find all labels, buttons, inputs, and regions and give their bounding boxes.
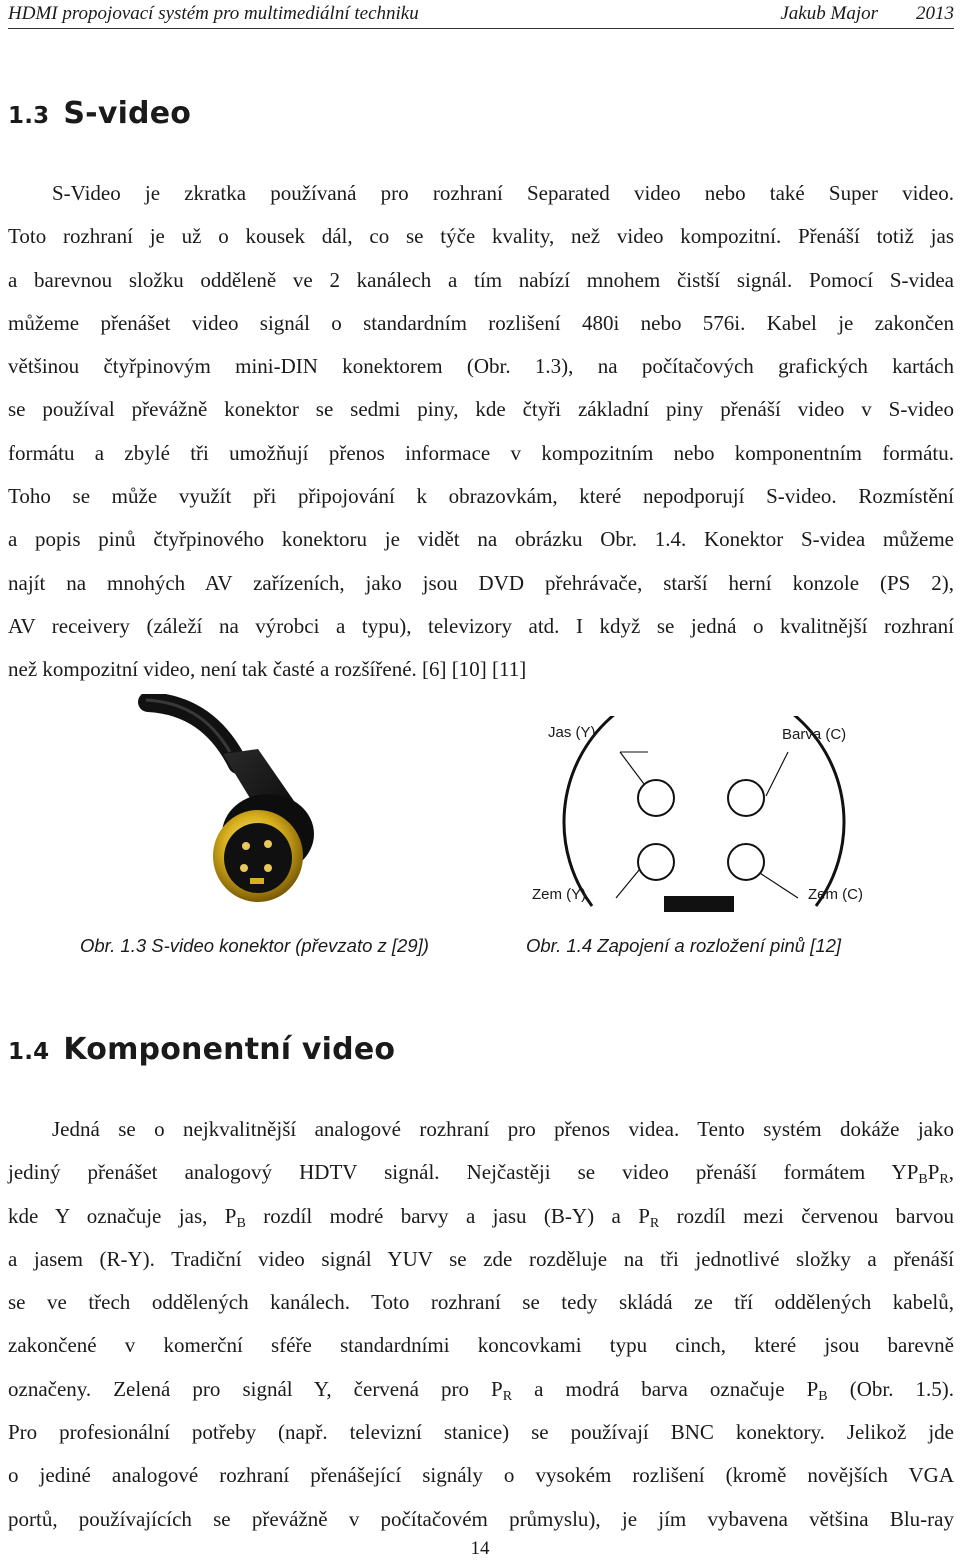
connector-key <box>664 896 734 912</box>
section-number: 1.4 <box>8 1039 50 1065</box>
text-line <box>8 1151 954 1194</box>
text-segment: zakončené v komerční sféře standardními koncovkami typu cinch, které jsou barevně <box>8 1333 954 1358</box>
text-segment: kde Y označuje jas, P <box>8 1203 237 1228</box>
text-segment: se ve třech oddělených kanálech. Toto rozhraní se tedy skládá ze tří oddělených kabelů, <box>8 1290 954 1315</box>
text-line <box>8 1498 954 1541</box>
header-title: HDMI propojovací systém pro multimediální techniku <box>8 3 419 24</box>
pin-label-jas: Jas (Y) <box>548 724 596 741</box>
text-line <box>8 1108 954 1151</box>
text-line <box>8 1411 954 1454</box>
subscript: R <box>649 1215 660 1231</box>
header-author: Jakub Major <box>780 3 878 24</box>
subscript: B <box>818 1388 828 1404</box>
text-segment: Jedná se o nejkvalitnější analogové rozhraní pro přenos videa. Tento systém dokáže jako <box>52 1117 954 1141</box>
text-line: najít na mnohých AV zařízeních, jako jsou DVD přehrávače, starší herní konzole (PS 2), <box>8 570 954 595</box>
figure-1-3-caption: Obr. 1.3 S-video konektor (převzato z [29]) <box>80 935 429 956</box>
section-number: 1.3 <box>8 103 50 129</box>
figure-1-4-caption: Obr. 1.4 Zapojení a rozložení pinů [12] <box>526 935 842 956</box>
text-line: než kompozitní video, není tak časté a rozšířené. [6] [10] [11] <box>8 657 527 682</box>
page-number: 14 <box>470 1538 490 1559</box>
text-line: AV receivery (záleží na výrobci a typu), televizory atd. I když se jedná o kvalitnější rozhraní <box>8 613 954 638</box>
text-segment: Pro profesionální potřeby (např. televizní stanice) se používají BNC konektory. Jelikož jde <box>8 1420 954 1445</box>
paragraph-s-video <box>8 172 954 692</box>
text-segment: o jediné analogové rozhraní přenášející signály o vysokém rozlišení (kromě novějších VGA <box>8 1463 954 1488</box>
text-segment: označeny. Zelená pro signál Y, červená pro P <box>8 1376 503 1401</box>
s-video-connector-image <box>128 694 368 924</box>
section-heading-1-4 <box>8 1032 395 1067</box>
text-segment: a jasem (R-Y). Tradiční video signál YUV se zde rozděluje na tři jednotlivé složky a přenáší <box>8 1246 954 1271</box>
text-line <box>8 1368 954 1411</box>
text-segment: (Obr. 1.5). <box>827 1376 954 1401</box>
text-segment: P <box>927 1160 940 1185</box>
pin-layout-diagram <box>528 716 888 926</box>
subscript: R <box>502 1388 513 1404</box>
section-title: S-video <box>63 96 192 131</box>
text-line: S-Video je zkratka používaná pro rozhraní Separated video nebo také Super video. <box>52 181 954 205</box>
pin-label-zem-c: Zem (C) <box>808 886 863 903</box>
text-line <box>8 1454 954 1497</box>
text-line: Toto rozhraní je už o kousek dál, co se týče kvality, než video kompozitní. Přenáší totiž jas <box>8 224 954 249</box>
text-line <box>8 1195 954 1238</box>
text-segment: , <box>948 1160 954 1185</box>
pin-barva <box>728 780 764 816</box>
header-year: 2013 <box>916 3 954 24</box>
text-line: Toho se může využít při připojování k obrazovkám, které nepodporují S-video. Rozmístění <box>8 484 954 509</box>
text-line <box>8 1324 954 1367</box>
text-line <box>8 1281 954 1324</box>
subscript: B <box>918 1172 928 1188</box>
text-line: můžeme přenášet video signál o standardním rozlišení 480i nebo 576i. Kabel je zakončen <box>8 310 954 335</box>
text-segment: rozdíl mezi červenou barvou <box>659 1203 954 1228</box>
text-segment: portů, používajících se převážně v počítačovém průmyslu), je jím vybavena většina Blu-ray <box>8 1506 954 1531</box>
subscript: B <box>236 1215 246 1231</box>
text-line: se používal převážně konektor se sedmi piny, kde čtyři základní piny přenáší video v S-video <box>8 397 954 422</box>
pin-jas <box>638 780 674 816</box>
text-line: a popis pinů čtyřpinového konektoru je vidět na obrázku Obr. 1.4. Konektor S-videa můžeme <box>8 527 954 552</box>
text-line: většinou čtyřpinovým mini-DIN konektorem (Obr. 1.3), na počítačových grafických kartách <box>8 354 954 379</box>
section-heading-1-3 <box>8 96 191 131</box>
text-segment: a modrá barva označuje P <box>512 1376 819 1401</box>
running-header <box>8 0 954 29</box>
text-line: a barevnou složku odděleně ve 2 kanálech a tím nabízí mnohem čistší signál. Pomocí S-videa <box>8 267 954 292</box>
section-title: Komponentní video <box>63 1032 396 1067</box>
text-line: formátu a zbylé tři umožňují přenos informace v kompozitním nebo komponentním formátu. <box>8 440 954 465</box>
pin-label-barva: Barva (C) <box>782 726 847 743</box>
subscript: R <box>939 1172 949 1188</box>
pin-label-zem-y: Zem (Y) <box>532 886 587 903</box>
pin-zem-y <box>638 844 674 880</box>
text-segment: rozdíl modré barvy a jasu (B-Y) a P <box>245 1203 650 1228</box>
text-line <box>8 1238 954 1281</box>
text-segment: jediný přenášet analogový HDTV signál. Nejčastěji se video přenáší formátem YP <box>8 1160 919 1185</box>
pin-zem-c <box>728 844 764 880</box>
paragraph-component-video <box>8 1108 954 1541</box>
